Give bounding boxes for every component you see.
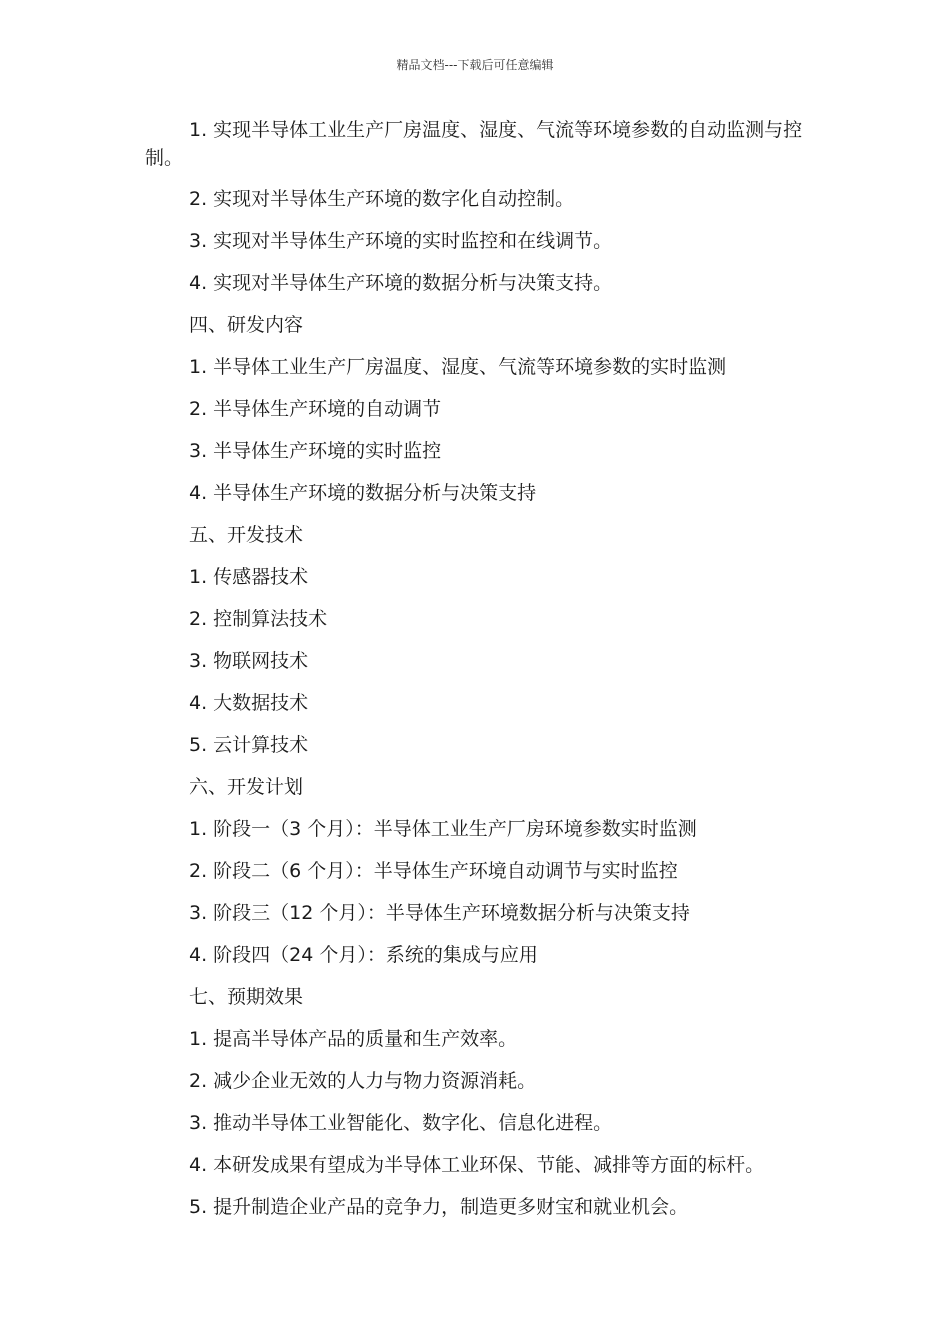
paragraph-effect-5: 5. 提升制造企业产品的竞争力，制造更多财宝和就业机会。 [189, 1196, 689, 1218]
section-heading-rd-content: 四、研发内容 [189, 314, 304, 336]
paragraph-effect-3: 3. 推动半导体工业智能化、数字化、信息化进程。 [189, 1112, 613, 1134]
paragraph-plan-4: 4. 阶段四（24 个月）：系统的集成与应用 [189, 944, 538, 966]
section-heading-dev-plan: 六、开发计划 [189, 776, 304, 798]
page-header: 精品文档---下载后可任意编辑 [396, 58, 554, 72]
document-body [145, 116, 810, 1235]
paragraph-content-4: 4. 半导体生产环境的数据分析与决策支持 [189, 482, 537, 504]
paragraph-content-2: 2. 半导体生产环境的自动调节 [189, 398, 442, 420]
paragraph-goal-3: 3. 实现对半导体生产环境的实时监控和在线调节。 [189, 230, 613, 252]
paragraph-tech-1: 1. 传感器技术 [189, 566, 309, 588]
paragraph-effect-4: 4. 本研发成果有望成为半导体工业环保、节能、减排等方面的标杆。 [189, 1154, 765, 1176]
section-heading-dev-tech: 五、开发技术 [189, 524, 304, 546]
paragraph-tech-3: 3. 物联网技术 [189, 650, 309, 672]
paragraph-goal-1: 1. 实现半导体工业生产厂房温度、湿度、气流等环境参数的自动监测与控制。 [145, 119, 803, 169]
paragraph-plan-1: 1. 阶段一（3 个月）：半导体工业生产厂房环境参数实时监测 [189, 818, 697, 840]
paragraph-content-1: 1. 半导体工业生产厂房温度、湿度、气流等环境参数的实时监测 [189, 356, 727, 378]
paragraph-plan-2: 2. 阶段二（6 个月）：半导体生产环境自动调节与实时监控 [189, 860, 678, 882]
section-heading-expected-effects: 七、预期效果 [189, 986, 304, 1008]
paragraph-content-3: 3. 半导体生产环境的实时监控 [189, 440, 442, 462]
paragraph-effect-2: 2. 减少企业无效的人力与物力资源消耗。 [189, 1070, 537, 1092]
paragraph-goal-4: 4. 实现对半导体生产环境的数据分析与决策支持。 [189, 272, 613, 294]
paragraph-tech-2: 2. 控制算法技术 [189, 608, 328, 630]
paragraph-effect-1: 1. 提高半导体产品的质量和生产效率。 [189, 1028, 518, 1050]
paragraph-plan-3: 3. 阶段三（12 个月）：半导体生产环境数据分析与决策支持 [189, 902, 690, 924]
paragraph-tech-4: 4. 大数据技术 [189, 692, 309, 714]
paragraph-tech-5: 5. 云计算技术 [189, 734, 309, 756]
paragraph-goal-2: 2. 实现对半导体生产环境的数字化自动控制。 [189, 188, 575, 210]
